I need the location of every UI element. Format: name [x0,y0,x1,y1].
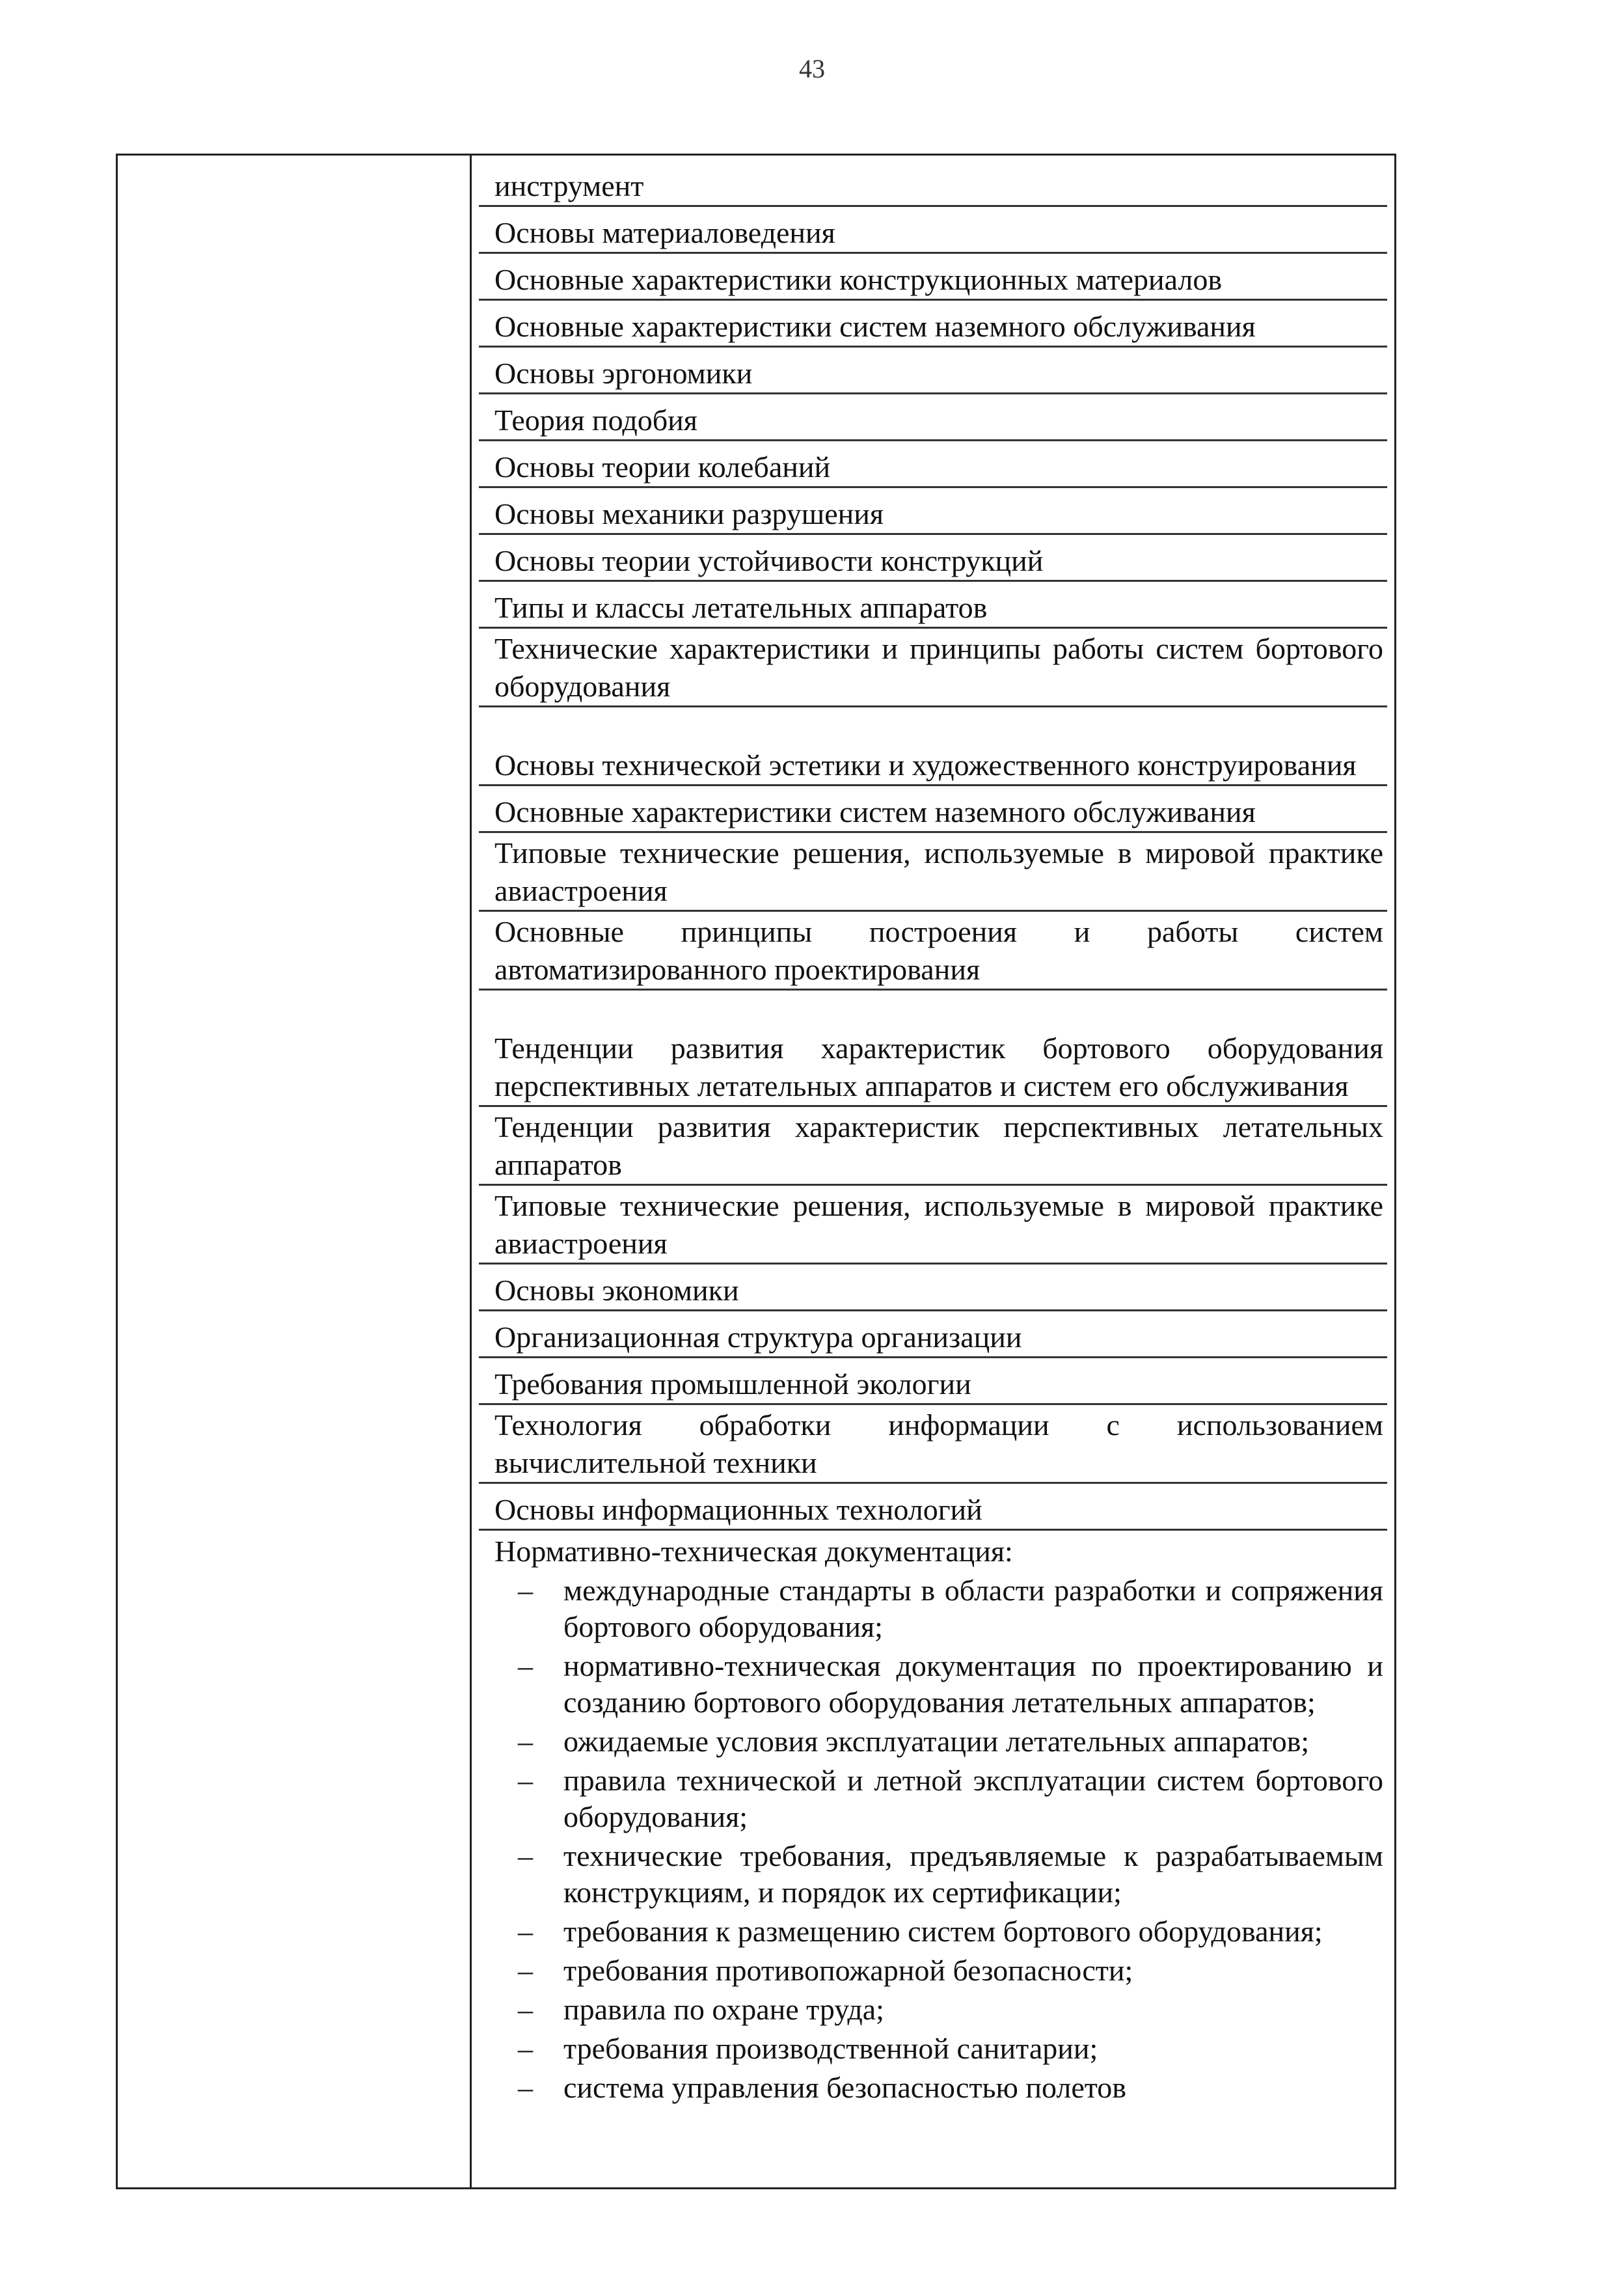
dash-bullet: – [518,1839,533,1872]
topic-row: инструмент [479,160,1387,207]
list-item: – требования противопожарной безопасности; [494,1952,1383,1989]
dash-bullet: – [518,1954,533,1987]
topic-row: Основные характеристики систем наземного обслуживания [479,786,1387,833]
list-item: – правила технической и летной эксплуатации систем бортового оборудования; [518,1764,1383,1833]
dash-bullet: – [518,2071,533,2104]
dash-bullet: – [518,1764,533,1797]
topic-row: Основы механики разрушения [479,488,1387,535]
list-item: – требования к размещению систем бортового оборудования; [494,1913,1383,1950]
page-number: 43 [799,54,825,83]
topic-row: Типовые технические решения, используемые в мировой практике авиастроения [479,1186,1387,1265]
knowledge-column [479,160,1387,2184]
topic-row: Организационная структура организации [479,1311,1387,1358]
column-divider [470,154,472,2189]
topic-row: Основы технической эстетики и художественного конструирования [479,707,1387,786]
list-item: – ожидаемые условия эксплуатации летательных аппаратов; [494,1723,1383,1760]
topic-row: Тенденции развития характеристик перспективных летательных аппаратов [479,1107,1387,1186]
topic-row: Основные характеристики конструкционных материалов [479,254,1387,301]
dash-bullet: – [518,1649,533,1682]
dash-bullet: – [518,1915,533,1948]
topic-row: Типовые технические решения, используемые в мировой практике авиастроения [479,833,1387,912]
list-item: – система управления безопасностью полетов [494,2070,1383,2106]
dash-bullet: – [518,1725,533,1758]
regulatory-docs [479,1531,1387,2106]
list-item: – правила по охране труда; [494,1991,1383,2028]
topic-row: Технология обработки информации с использованием вычислительной техники [479,1405,1387,1484]
list-item: – технические требования, предъявляемые к разрабатываемым конструкциям, и порядок их сертификации; [518,1839,1383,1909]
regulatory-list [494,1572,1383,2106]
topic-row: Теория подобия [479,394,1387,441]
dash-bullet: – [518,1574,533,1607]
topic-row: Типы и классы летательных аппаратов [479,582,1387,629]
topic-row: Основы экономики [479,1265,1387,1311]
topic-row: Основы информационных технологий [479,1484,1387,1531]
topic-row: Основные характеристики систем наземного обслуживания [479,301,1387,348]
topic-row: Основные принципы построения и работы систем автоматизированного проектирования [479,912,1387,991]
regulatory-heading: Нормативно-техническая документация: [494,1535,1013,1568]
topic-row: Основы теории устойчивости конструкций [479,535,1387,582]
topic-row: Основы эргономики [479,348,1387,394]
dash-bullet: – [518,2032,533,2065]
list-item: – нормативно-техническая документация по проектированию и созданию бортового оборудования летательных аппаратов; [518,1649,1383,1719]
topic-row: Тенденции развития характеристик бортового оборудования перспективных летательных аппаратов и систем его обслуживания [479,991,1387,1107]
topic-row: Технические характеристики и принципы работы систем бортового оборудования [479,629,1387,707]
topic-row: Основы теории колебаний [479,441,1387,488]
dash-bullet: – [518,1993,533,2026]
list-item: – международные стандарты в области разработки и сопряжения бортового оборудования; [518,1574,1383,1643]
topic-row: Требования промышленной экологии [479,1358,1387,1405]
topic-row: Основы материаловедения [479,207,1387,254]
list-item: – требования производственной санитарии; [494,2030,1383,2067]
